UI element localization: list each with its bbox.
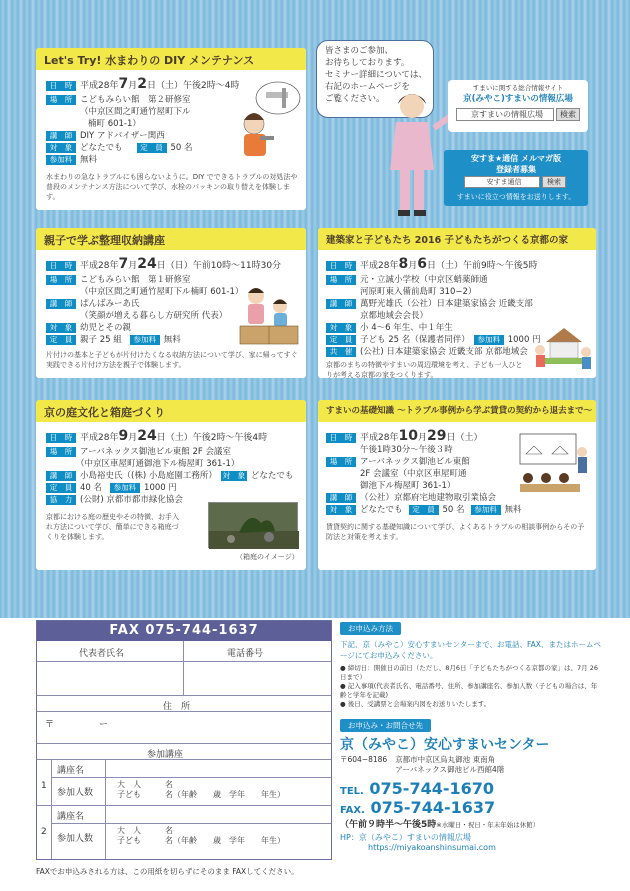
card-description: 京都における庭の歴史やその特徴、お手入れ方法について学び、簡単にできる箱庭づくりを体験します。 (46, 513, 179, 541)
bubble-line: 皆さまのご参加、 (325, 46, 394, 56)
site-search-input[interactable]: 京すまいの情報広場 (456, 108, 554, 121)
card-description: 京都のまちの特徴やすまいの周辺環境を考え、子ども一人ひとりが考える京都の家をつくります。 (326, 361, 523, 378)
fax-number-header: FAX 075-744-1637 (37, 621, 331, 641)
card-description: 片付けの基本と子どもが片付けたくなる収納方法について学び、家に帰ってすぐ実践できる片付け方法を親子で体験します。 (46, 351, 298, 369)
target-row: 対 象 どなたでも 定 員 50 名 参加料 無料 (326, 504, 522, 516)
date-row: 日 時 平成28年9月24日（土）午後2時〜午後4時 (46, 430, 267, 444)
attendees-label: 参加人数 (57, 788, 94, 798)
card-title: Let's Try! 水まわりの DIY メンテナンス (36, 48, 306, 70)
seminar-lecture-illustration (514, 430, 590, 494)
place-line: 河原町東入備前島町 310−2） (360, 287, 477, 297)
attendees-label: 参加人数 (57, 834, 94, 844)
host-row: 共 催 (公社) 日本建築家協会 近畿支部 京都地域会 (326, 346, 528, 358)
apply-text: 下記、京（みやこ）安心すまいセンターまで、お電話、FAX、またはホームページにてお申込みください。 (340, 640, 601, 660)
lecturer-row: 講 師 DIY アドバイザー関西 (46, 130, 165, 142)
course-name-label: 講座名 (57, 812, 85, 822)
apply-bullet: ● 記入事項(代表者氏名、電話番号、住所、参加講座名、参加人数（子どもの場合は、年齢と学年を記載) (340, 682, 598, 699)
course-label: 参加講座 (147, 750, 184, 760)
phone-label: 電話番号 (227, 649, 264, 659)
seminar-card-architecture (318, 228, 596, 378)
target-row: 対 象 小 4〜6 年生、中１年生 (326, 322, 453, 334)
date-tag: 日 時 (46, 81, 76, 91)
place-row: 場 所 アーバネックス御池ビル東館 (326, 456, 470, 468)
mag-search-button[interactable]: 検索 (542, 176, 566, 188)
place-row: 場 所 こどもみらい館 第１研修室 (46, 274, 191, 286)
address-line: アーバネックス御池ビル西館4階 (395, 765, 505, 774)
center-name: 京（みやこ）安心すまいセンター (340, 737, 550, 753)
child-field[interactable]: 子ども 名（年齢 歳 学年 年生） (117, 836, 285, 845)
rep-name-label: 代表者氏名 (79, 649, 125, 659)
postal-code: 〒604−8186 (340, 755, 388, 764)
bubble-line: お待ちしております。 (325, 58, 410, 68)
place-row: 場 所 アーバネックス御池ビル東館 2F 会議室 (46, 446, 231, 458)
tel-line[interactable]: TEL. 075-744-1670 (340, 779, 495, 798)
place-line: （中京区間之町通竹屋町下ル楠町 601-1） (80, 287, 244, 297)
lecturer-row: 講 師 （公社）京都府宅地建物取引業協会 (326, 492, 496, 504)
hp-url-link[interactable]: https://miyakoanshinsumai.com (368, 843, 496, 852)
date-row: 日 時 平成28年7月2日（土）午後2時〜4時 (46, 78, 239, 92)
place-row: 場 所 こどもみらい館 第２研修室 (46, 94, 191, 106)
row-number: 1 (41, 781, 47, 791)
card-title: 京の庭文化と箱庭づくり (36, 400, 306, 422)
site-title: 京(みやこ)すまいの情報広場 (463, 94, 573, 104)
kids-building-house-illustration (532, 316, 594, 376)
card-title: すまいの基礎知識 〜トラブル事例から学ぶ賃貸の契約から退去まで〜 (318, 400, 596, 422)
card-description: 水まわりの急なトラブルにも困らないように。DIY でできるトラブルの対処法や普段のメンテナンス方法について学び、水栓のパッキンの取り替えを体験します。 (46, 173, 298, 201)
fax-note: FAXでお申込みされる方は、この用紙を切らずにそのまま FAXしてください。 (36, 867, 299, 876)
lecturer-row: 講 師 ぱんばみーあ氏 (46, 298, 140, 310)
course-name-label: 講座名 (57, 766, 85, 776)
family-storage-illustration (236, 280, 302, 346)
seminar-card-diy (36, 48, 306, 210)
place-line: 御池下ル梅屋町 361-1） (360, 481, 456, 491)
place-row: 場 所 元・立誠小学校（中京区蛸薬師通 (326, 274, 488, 286)
coop-row: 協 力 (公財) 京都市都市緑化協会 (46, 494, 183, 506)
capacity-row: 定 員 40 名 参加料 1000 円 (46, 482, 177, 494)
bubble-line: 右記のホームページを (325, 82, 410, 92)
date-line: 午後1時30分〜午後３時 (360, 445, 453, 455)
target-row: 対 象 幼児とその親 (46, 322, 131, 334)
lecturer-row: 講 師 萬野光雄氏（公社）日本建築家協会 近畿支部 (326, 298, 533, 310)
contact-header: お申込み・お問合せ先 (340, 719, 431, 732)
postal-field[interactable]: 〒 ー (45, 720, 109, 730)
target-row: 対 象 どなたでも 定 員 50 名 (46, 142, 193, 154)
place-line: 2F 会議室（中京区車屋町通 (360, 469, 467, 479)
seminar-card-rental (318, 400, 596, 570)
child-field[interactable]: 子ども 名（年齢 歳 学年 年生） (117, 790, 285, 799)
address-line: 京都市中京区烏丸御池 東南角 (395, 755, 496, 764)
apply-method-header: お申込み方法 (340, 622, 401, 635)
site-subtitle: すまいに関する総合情報サイト (472, 84, 564, 92)
apply-bullet: ● 締切日：開催日の前日（ただし、8月6日「子どもたちがつくる京都の家」は、7月 26 日まで） (340, 664, 598, 681)
place-line: 楠町 601-1） (88, 119, 141, 129)
address-label: 住 所 (163, 702, 191, 712)
mail-magazine-banner[interactable] (444, 150, 588, 206)
apply-bullet: ● 後日、受講票と会場案内図をお送りいたします。 (340, 700, 491, 708)
capacity-row: 定 員 子ども 25 名（保護者同伴） 参加料 1000 円 (326, 334, 541, 346)
fee-row: 参加料 無料 (46, 154, 97, 166)
adult-field[interactable]: 大 人 名 (117, 826, 173, 835)
mag-title: 安すま★通信 メルマガ版 (471, 154, 561, 163)
seminar-card-garden (36, 400, 306, 570)
office-hours: （午前９時半〜午後5時※水曜日・祝日・年末年始は休館） (340, 820, 540, 830)
bubble-line: セミナー詳細については、 (325, 70, 427, 80)
lecturer-line: （笑顔が増える暮らし方研究所 代表） (80, 311, 228, 321)
info-site-banner[interactable] (448, 80, 588, 132)
date-row: 日 時 平成28年10月29日（土） (326, 430, 482, 444)
mag-subtitle: 登録者募集 (496, 165, 536, 174)
application-info (340, 616, 602, 852)
photo-caption: （箱庭のイメージ） (236, 553, 299, 561)
date-row: 日 時 平成28年8月6日（土）午前9時〜午後5時 (326, 258, 537, 272)
mag-description: すまいに役立つ情報をお送りします。 (456, 193, 576, 201)
lecturer-line: 京都地域会会長） (360, 311, 429, 321)
card-title: 建築家と子どもたち 2016 子どもたちがつくる京都の家 (318, 228, 596, 250)
place-line: （中京区間之町通竹屋町下ル (80, 107, 191, 117)
fax-line: FAX. 075-744-1637 (340, 798, 496, 817)
faucet-illustration (232, 78, 302, 158)
card-title: 親子で学ぶ整理収納講座 (36, 228, 306, 250)
row-number: 2 (41, 827, 47, 837)
place-line: （中京区車屋町通御池下ル梅屋町 361-1） (76, 459, 240, 469)
mag-search-input[interactable]: 安すま通信 (464, 176, 540, 188)
seminar-card-storage (36, 228, 306, 378)
fax-application-form (36, 620, 332, 860)
adult-field[interactable]: 大 人 名 (117, 780, 173, 789)
capacity-row: 定 員 親子 25 組 参加料 無料 (46, 334, 181, 346)
bubble-line: ご覧ください。 (325, 94, 385, 104)
hp-label: HP：京（みやこ）すまいの情報広場 (340, 833, 471, 842)
bonsai-photo (208, 502, 298, 548)
site-search-button[interactable]: 検索 (556, 108, 580, 121)
date-row: 日 時 平成28年7月24日（日）午前10時〜11時30分 (46, 258, 281, 272)
card-description: 賃貸契約に関する基礎知識について学び、よくあるトラブルの相談事例からその予防法と対策を考えます。 (326, 523, 585, 541)
lecturer-row: 講 師 小島裕史氏（(株) 小島庭園工務所） 対 象 どなたでも (46, 470, 293, 482)
